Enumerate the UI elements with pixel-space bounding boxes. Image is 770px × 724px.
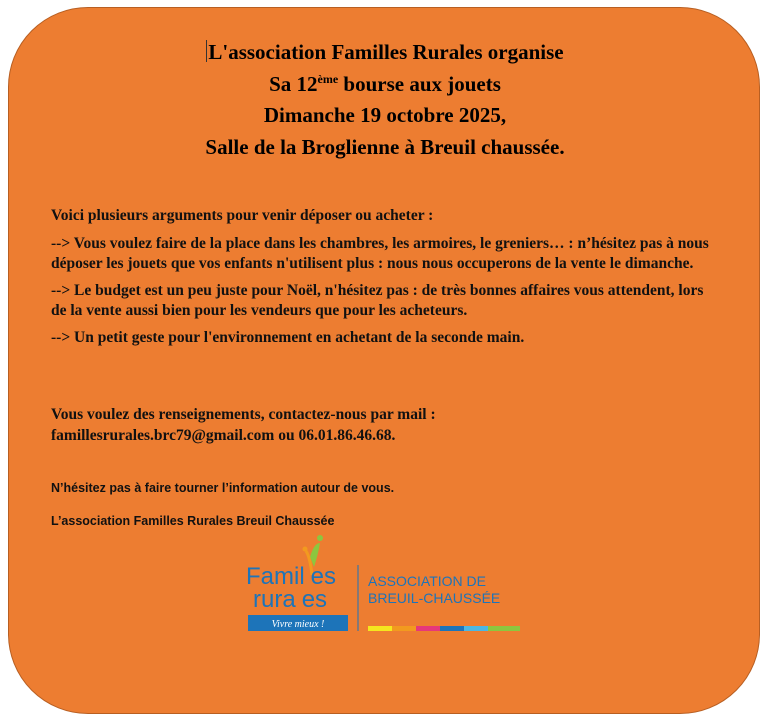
heading-line-date: Dimanche 19 octobre 2025, [263, 103, 507, 127]
stripe-blue [440, 626, 464, 631]
logo-tagline: Vivre mieux ! [271, 619, 325, 630]
contact-section [51, 404, 711, 446]
logo-assoc-line1: ASSOCIATION DE [368, 573, 486, 589]
logo-figure-head [317, 535, 323, 541]
event-heading [0, 37, 770, 163]
logo-assoc-line2: BREUIL-CHAUSSÉE [368, 590, 501, 606]
share-note: N’hésitez pas à faire tourner l’information autour de vous. [51, 481, 395, 495]
signature: L’association Familles Rurales Breuil Chaussée [51, 514, 335, 528]
contact-details: famillesrurales.brc79@gmail.com ou 06.01.86.46.68. [51, 427, 396, 444]
heading-line-organiser: L'association Familles Rurales organise [208, 40, 564, 64]
logo-color-stripe [368, 626, 520, 631]
stripe-light-blue [464, 626, 488, 631]
stripe-pink [416, 626, 440, 631]
arguments-section [51, 206, 711, 348]
argument-budget: --> Le budget est un peu juste pour Noël, n'hésitez pas : de très bonnes affaires vous attendent, lors de la vente aussi bien pour les vendeurs que pour les acheteurs. [51, 281, 704, 319]
stripe-orange [392, 626, 416, 631]
arguments-intro: Voici plusieurs arguments pour venir déposer ou acheter : [51, 207, 434, 224]
logo-word-familles: Famil es [246, 563, 337, 590]
contact-intro: Vous voulez des renseignements, contactez-nous par mail : [51, 406, 436, 423]
heading-line-location: Salle de la Broglienne à Breuil chaussée. [205, 134, 565, 159]
stripe-green [488, 626, 520, 631]
stripe-yellow [368, 626, 392, 631]
familles-rurales-logo [244, 535, 534, 635]
logo-figure-dot [303, 547, 308, 552]
heading-line-edition: Sa 12ème bourse aux jouets [269, 71, 501, 96]
argument-environment: --> Un petit geste pour l'environnement en achetant de la seconde main. [51, 328, 525, 346]
logo-graphic [244, 535, 534, 635]
logo-word-rurales: rura es [253, 586, 328, 613]
argument-space: --> Vous voulez faire de la place dans les chambres, les armoires, le greniers… : n’hésitez pas à nous déposer les jouets que vos enfants n'utilisent plus : nous nous occuperons de la vente le dimanche. [51, 234, 709, 272]
